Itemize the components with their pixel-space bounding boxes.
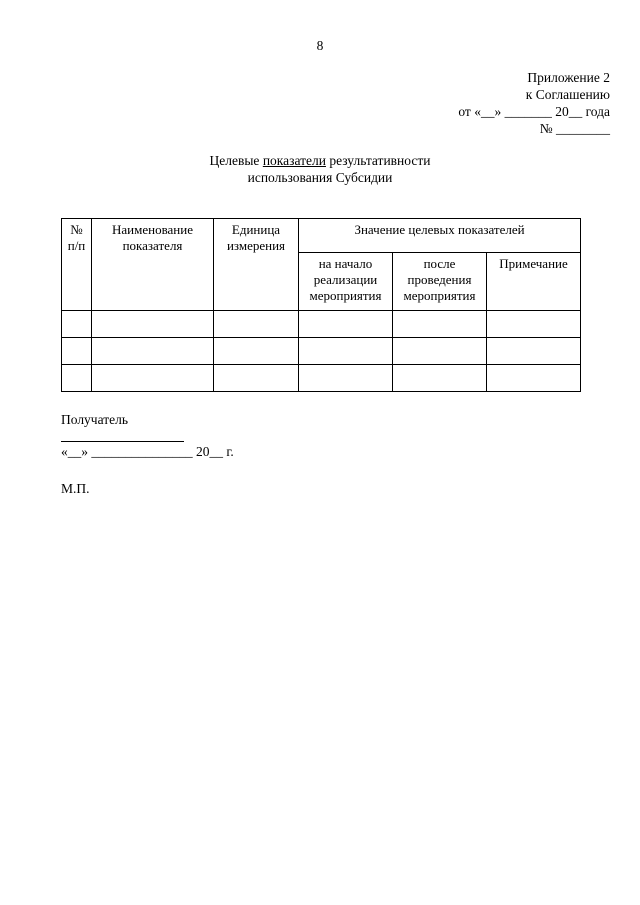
recipient-label: Получатель [61, 412, 129, 427]
table-cell[interactable] [299, 311, 393, 338]
table-row [62, 338, 581, 365]
table-cell[interactable] [62, 311, 92, 338]
header-name: Наименование показателя [92, 219, 214, 311]
stamp-place-label: М.П. [61, 481, 90, 496]
table-cell[interactable] [62, 338, 92, 365]
table-cell[interactable] [214, 338, 299, 365]
table-cell[interactable] [214, 311, 299, 338]
title-line-2: использования Субсидии [247, 170, 393, 185]
table-cell[interactable] [393, 338, 487, 365]
table-cell[interactable] [393, 365, 487, 392]
header-values: Значение целевых показателей [299, 219, 581, 253]
appendix-title: Приложение 2 [527, 70, 610, 85]
title-underlined-word: показатели [262, 153, 326, 168]
table-cell[interactable] [92, 311, 214, 338]
title-line-1 [0, 152, 640, 169]
appendix-header [458, 69, 610, 137]
table-cell[interactable] [92, 365, 214, 392]
table-cell[interactable] [214, 365, 299, 392]
table-cell[interactable] [487, 311, 581, 338]
table-cell[interactable] [487, 365, 581, 392]
title-part-3: результативности [325, 153, 431, 168]
appendix-number: № ________ [539, 121, 610, 136]
table-cell[interactable] [299, 338, 393, 365]
title-part-1: Целевые [209, 153, 263, 168]
indicators-table [61, 218, 581, 392]
table-cell[interactable] [299, 365, 393, 392]
header-unit: Единица измерения [214, 219, 299, 311]
header-start: на начало реализации мероприятия [299, 253, 393, 311]
table-cell[interactable] [62, 365, 92, 392]
table-cell[interactable] [393, 311, 487, 338]
table-header-row [62, 219, 581, 253]
header-note: Примечание [487, 253, 581, 311]
header-after: после проведения мероприятия [393, 253, 487, 311]
page-number: 8 [316, 38, 324, 53]
signature-date: «__» _______________ 20__ г. [61, 444, 234, 459]
table-row [62, 365, 581, 392]
table-row [62, 311, 581, 338]
signature-line[interactable] [61, 441, 184, 442]
header-num: № п/п [62, 219, 92, 311]
table-cell[interactable] [92, 338, 214, 365]
document-title [0, 152, 640, 186]
appendix-date: от «__» _______ 20__ года [458, 104, 610, 119]
appendix-agreement: к Соглашению [525, 87, 610, 102]
table-cell[interactable] [487, 338, 581, 365]
